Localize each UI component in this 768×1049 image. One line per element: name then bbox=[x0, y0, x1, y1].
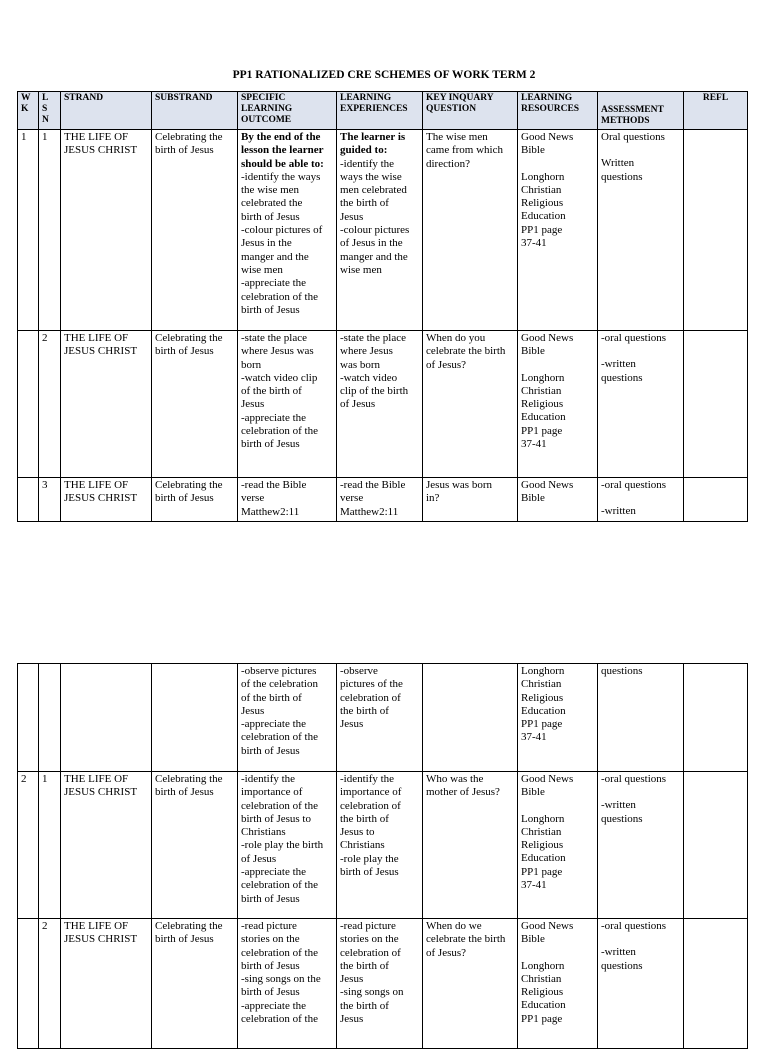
header-row bbox=[18, 92, 748, 130]
strand-cell bbox=[61, 478, 152, 522]
lesson-cell: 2 bbox=[39, 331, 61, 478]
experiences-cell bbox=[337, 772, 423, 919]
cell-line: -oral questions bbox=[601, 773, 667, 785]
cell-line: wise men bbox=[241, 263, 283, 276]
cell-line: Oral questions bbox=[601, 131, 665, 143]
cell-line: celebration of the bbox=[241, 1013, 318, 1026]
cell-line: Education bbox=[521, 999, 566, 1012]
substrand-cell bbox=[152, 331, 238, 478]
cell-line: Bible bbox=[521, 144, 545, 157]
cell-line: of Jesus bbox=[241, 852, 277, 865]
cell-line: the birth of bbox=[340, 704, 389, 717]
cell-line: Bible bbox=[521, 933, 545, 946]
resources-cell bbox=[518, 331, 598, 478]
cell-line: Christian bbox=[521, 825, 562, 838]
lesson-cell: 3 bbox=[39, 478, 61, 522]
cell-line: Celebrating the bbox=[155, 479, 223, 491]
cell-line: Jesus bbox=[340, 718, 364, 731]
cell-line bbox=[521, 359, 594, 372]
experiences-cell bbox=[337, 478, 423, 522]
cell-line: -oral questions bbox=[601, 479, 667, 491]
substrand-cell bbox=[152, 130, 238, 331]
cell-line: importance of bbox=[241, 786, 303, 799]
cell-line: METHODS bbox=[601, 116, 650, 126]
cell-line: celebration of the bbox=[241, 290, 318, 303]
cell-line: Longhorn bbox=[521, 812, 565, 825]
cell-line: JESUS CHRIST bbox=[64, 345, 138, 358]
cell-line: -oral questions bbox=[601, 332, 667, 344]
experiences-cell bbox=[337, 331, 423, 478]
cell-line: Longhorn bbox=[521, 959, 565, 972]
assessment-cell bbox=[598, 772, 684, 919]
cell-line: of Jesus in the bbox=[340, 237, 403, 250]
substrand-cell bbox=[152, 478, 238, 522]
cell-line: Christians bbox=[241, 826, 286, 839]
cell-line: -identify the ways bbox=[241, 170, 321, 183]
cell-line: celebration of the bbox=[241, 879, 318, 892]
cell-line: Education bbox=[521, 411, 566, 424]
cell-line: N bbox=[42, 115, 49, 125]
cell-line: When do we bbox=[426, 920, 482, 932]
cell-line: was born bbox=[340, 358, 381, 371]
strand-cell bbox=[61, 772, 152, 919]
cell-line: guided to: bbox=[340, 144, 388, 157]
cell-line: celebrate the birth bbox=[426, 933, 506, 946]
lesson-cell bbox=[39, 664, 61, 772]
outcome-cell bbox=[238, 919, 337, 1049]
cell-line: the wise men bbox=[241, 184, 300, 197]
header-strand bbox=[61, 92, 152, 130]
cell-line: The wise men bbox=[426, 131, 488, 143]
cell-line: birth of Jesus bbox=[241, 438, 300, 451]
cell-line: -oral questions bbox=[601, 920, 667, 932]
cell-line: JESUS CHRIST bbox=[64, 786, 138, 799]
cell-line: -colour pictures of bbox=[241, 224, 323, 237]
resources-cell bbox=[518, 478, 598, 522]
cell-line: verse bbox=[340, 492, 364, 505]
question-cell bbox=[423, 772, 518, 919]
cell-line: Longhorn bbox=[521, 170, 565, 183]
cell-line: of the celebration bbox=[241, 678, 318, 691]
week-cell bbox=[18, 331, 39, 478]
cell-line bbox=[601, 144, 680, 157]
cell-line: Jesus bbox=[340, 1013, 364, 1026]
cell-line: came from which bbox=[426, 144, 503, 157]
cell-line: born bbox=[241, 358, 262, 371]
cell-line: Good News bbox=[521, 332, 574, 344]
cell-line: -watch video clip bbox=[241, 371, 318, 384]
cell-line: -appreciate the bbox=[241, 866, 307, 879]
cell-line: lesson the learner bbox=[241, 144, 324, 157]
scheme-table-top bbox=[17, 91, 748, 522]
assessment-cell bbox=[598, 478, 684, 522]
cell-line: wise men bbox=[340, 263, 382, 276]
cell-line: -appreciate the bbox=[241, 277, 307, 290]
cell-line: of Jesus? bbox=[426, 946, 467, 959]
cell-line: direction? bbox=[426, 157, 470, 170]
cell-line: birth of Jesus bbox=[241, 210, 300, 223]
cell-line: birth of Jesus bbox=[241, 744, 300, 757]
cell-line: Who was the bbox=[426, 773, 484, 785]
substrand-cell bbox=[152, 772, 238, 919]
cell-line: Christian bbox=[521, 183, 562, 196]
cell-line: Religious bbox=[521, 839, 564, 852]
cell-line: of Jesus bbox=[340, 398, 376, 411]
lesson-cell: 1 bbox=[39, 130, 61, 331]
cell-line: -identify the bbox=[340, 773, 395, 785]
cell-line: OUTCOME bbox=[241, 115, 292, 125]
cell-line: Jesus in the bbox=[241, 237, 292, 250]
cell-line: ways the wise bbox=[340, 170, 402, 183]
cell-line: the birth of bbox=[340, 812, 389, 825]
resources-cell bbox=[518, 919, 598, 1049]
cell-line: Religious bbox=[521, 691, 564, 704]
cell-line: KEY INQUARY bbox=[426, 93, 494, 103]
cell-line: Jesus to bbox=[340, 826, 375, 839]
cell-line: L bbox=[42, 93, 49, 103]
cell-line: clip of the birth bbox=[340, 385, 409, 398]
cell-line: birth of Jesus bbox=[155, 933, 214, 946]
cell-line: Celebrating the bbox=[155, 773, 223, 785]
cell-line: celebration of bbox=[340, 946, 401, 959]
cell-line: the birth of bbox=[340, 999, 389, 1012]
cell-line: EXPERIENCES bbox=[340, 104, 408, 114]
cell-line: of Jesus? bbox=[426, 358, 467, 371]
reflection-cell bbox=[684, 331, 748, 478]
cell-line: manger and the bbox=[340, 250, 408, 263]
strand-cell bbox=[61, 130, 152, 331]
cell-line: celebration of the bbox=[241, 731, 318, 744]
cell-line bbox=[601, 345, 680, 358]
cell-line: where Jesus was bbox=[241, 345, 314, 358]
header-key-inquiry-question bbox=[423, 92, 518, 130]
cell-line: where Jesus bbox=[340, 345, 393, 358]
outcome-cell bbox=[238, 478, 337, 522]
cell-line: Jesus was born bbox=[426, 479, 492, 491]
question-cell bbox=[423, 919, 518, 1049]
cell-line: the birth of bbox=[340, 197, 389, 210]
cell-line bbox=[521, 947, 594, 960]
cell-line: Jesus bbox=[241, 704, 265, 717]
cell-line bbox=[601, 933, 680, 946]
cell-line: 37-41 bbox=[521, 879, 547, 892]
cell-line: The learner is bbox=[340, 131, 406, 143]
cell-line: Religious bbox=[521, 197, 564, 210]
cell-line: SPECIFIC bbox=[241, 93, 286, 103]
cell-line bbox=[601, 786, 680, 799]
cell-line: celebration of the bbox=[241, 425, 318, 438]
cell-line: -written bbox=[601, 505, 636, 518]
header-assessment-methods bbox=[598, 92, 684, 130]
cell-line: THE LIFE OF bbox=[64, 479, 129, 491]
cell-line: Education bbox=[521, 704, 566, 717]
reflection-cell bbox=[684, 919, 748, 1049]
cell-line: birth of Jesus bbox=[155, 492, 214, 505]
cell-line: Good News bbox=[521, 773, 574, 785]
cell-line: questions bbox=[601, 371, 643, 384]
cell-line: Christian bbox=[521, 972, 562, 985]
cell-line: Celebrating the bbox=[155, 920, 223, 932]
cell-line: -role play the birth bbox=[241, 839, 324, 852]
cell-line: ASSESSMENT bbox=[601, 105, 664, 115]
cell-line: Good News bbox=[521, 131, 574, 143]
cell-line: Religious bbox=[521, 986, 564, 999]
table-row bbox=[18, 772, 748, 919]
cell-line: LEARNING bbox=[340, 93, 392, 103]
cell-line: PP1 page bbox=[521, 1012, 563, 1025]
page-title: PP1 RATIONALIZED CRE SCHEMES OF WORK TERM 2 bbox=[232, 69, 536, 81]
experiences-cell bbox=[337, 919, 423, 1049]
cell-line: THE LIFE OF bbox=[64, 920, 129, 932]
cell-line: Education bbox=[521, 210, 566, 223]
strand-cell bbox=[61, 919, 152, 1049]
cell-line: 37-41 bbox=[521, 731, 547, 744]
question-cell bbox=[423, 331, 518, 478]
scheme-table-bottom bbox=[17, 663, 748, 1049]
cell-line: -identify the bbox=[340, 157, 395, 170]
header-learning-resources bbox=[518, 92, 598, 130]
cell-line: -read picture bbox=[241, 920, 297, 932]
assessment-cell bbox=[598, 331, 684, 478]
cell-line: -state the place bbox=[340, 332, 406, 344]
outcome-cell bbox=[238, 664, 337, 772]
assessment-cell bbox=[598, 664, 684, 772]
cell-line bbox=[521, 800, 594, 813]
cell-line: birth of Jesus bbox=[241, 303, 300, 316]
cell-line: -read the Bible bbox=[340, 479, 406, 491]
cell-line: -watch video bbox=[340, 371, 398, 384]
cell-line: S bbox=[42, 104, 48, 114]
question-cell bbox=[423, 478, 518, 522]
table-row bbox=[18, 919, 748, 1049]
cell-line: birth of Jesus bbox=[155, 786, 214, 799]
cell-line: should be able to: bbox=[241, 157, 324, 170]
cell-line: Religious bbox=[521, 398, 564, 411]
cell-line: birth of Jesus bbox=[241, 986, 300, 999]
reflection-cell bbox=[684, 130, 748, 331]
cell-line: LEARNING bbox=[241, 104, 293, 114]
cell-line: of the birth of bbox=[241, 385, 302, 398]
assessment-cell bbox=[598, 130, 684, 331]
cell-line: questions bbox=[601, 812, 643, 825]
cell-line: THE LIFE OF bbox=[64, 773, 129, 785]
question-cell bbox=[423, 130, 518, 331]
week-cell: 2 bbox=[18, 772, 39, 919]
header-lesson bbox=[39, 92, 61, 130]
resources-cell bbox=[518, 664, 598, 772]
cell-line: 37-41 bbox=[521, 237, 547, 250]
cell-line: questions bbox=[601, 959, 643, 972]
week-cell bbox=[18, 478, 39, 522]
header-learning-experiences bbox=[337, 92, 423, 130]
cell-line: Bible bbox=[521, 492, 545, 505]
cell-line: -written bbox=[601, 358, 636, 371]
cell-line: -read picture bbox=[340, 920, 396, 932]
cell-line: Education bbox=[521, 852, 566, 865]
cell-line: Celebrating the bbox=[155, 332, 223, 344]
resources-cell bbox=[518, 772, 598, 919]
cell-line: -appreciate the bbox=[241, 718, 307, 731]
cell-line: K bbox=[21, 104, 29, 114]
cell-line: By the end of the bbox=[241, 131, 321, 143]
substrand-cell bbox=[152, 664, 238, 772]
cell-line: JESUS CHRIST bbox=[64, 144, 138, 157]
cell-line: PP1 page bbox=[521, 223, 563, 236]
cell-line: celebrated the bbox=[241, 197, 303, 210]
cell-line: of the birth of bbox=[241, 691, 302, 704]
cell-line: birth of Jesus bbox=[241, 959, 300, 972]
cell-line: men celebrated bbox=[340, 184, 407, 197]
cell-line: questions bbox=[601, 665, 643, 677]
cell-line: questions bbox=[601, 170, 643, 183]
cell-line: JESUS CHRIST bbox=[64, 492, 138, 505]
outcome-cell bbox=[238, 331, 337, 478]
cell-line: 37-41 bbox=[521, 438, 547, 451]
cell-line: Jesus bbox=[241, 398, 265, 411]
cell-line: Good News bbox=[521, 479, 574, 491]
reflection-cell bbox=[684, 478, 748, 522]
cell-line: Christian bbox=[521, 678, 562, 691]
cell-line: -read the Bible bbox=[241, 479, 307, 491]
week-cell: 1 bbox=[18, 130, 39, 331]
cell-line: the birth of bbox=[340, 959, 389, 972]
cell-line: celebration of the bbox=[241, 799, 318, 812]
header-specific-learning-outcome bbox=[238, 92, 337, 130]
header-reflection bbox=[684, 92, 748, 130]
cell-line: celebration of bbox=[340, 691, 401, 704]
cell-line: QUESTION bbox=[426, 104, 477, 114]
substrand-cell bbox=[152, 919, 238, 1049]
cell-line: birth of Jesus bbox=[155, 345, 214, 358]
outcome-cell bbox=[238, 130, 337, 331]
cell-line: -sing songs on the bbox=[241, 973, 321, 986]
reflection-cell bbox=[684, 664, 748, 772]
cell-line: manger and the bbox=[241, 250, 309, 263]
cell-line: verse bbox=[241, 492, 265, 505]
cell-line: PP1 page bbox=[521, 865, 563, 878]
question-cell bbox=[423, 664, 518, 772]
strand-cell bbox=[61, 331, 152, 478]
table-row bbox=[18, 664, 748, 772]
cell-line: celebrate the birth bbox=[426, 345, 506, 358]
cell-line: Bible bbox=[521, 786, 545, 799]
cell-line bbox=[601, 492, 680, 505]
cell-line: Written bbox=[601, 157, 635, 170]
cell-line: RESOURCES bbox=[521, 104, 580, 114]
cell-line: importance of bbox=[340, 786, 402, 799]
cell-line: Jesus bbox=[340, 973, 364, 986]
experiences-cell bbox=[337, 130, 423, 331]
cell-line: REFL bbox=[702, 93, 729, 103]
cell-line: Christians bbox=[340, 839, 385, 852]
strand-cell bbox=[61, 664, 152, 772]
cell-line: -appreciate the bbox=[241, 999, 307, 1012]
cell-line: Longhorn bbox=[521, 371, 565, 384]
cell-line: -identify the bbox=[241, 773, 296, 785]
cell-line: -observe pictures bbox=[241, 665, 317, 677]
header-substrand bbox=[152, 92, 238, 130]
cell-line: celebration of bbox=[340, 799, 401, 812]
cell-line: pictures of the bbox=[340, 678, 403, 691]
cell-line: Celebrating the bbox=[155, 131, 223, 143]
cell-line: birth of Jesus bbox=[340, 866, 399, 879]
cell-line: THE LIFE OF bbox=[64, 332, 129, 344]
cell-line: Bible bbox=[521, 345, 545, 358]
header-week bbox=[18, 92, 39, 130]
cell-line: STRAND bbox=[64, 93, 104, 103]
cell-line: -appreciate the bbox=[241, 411, 307, 424]
cell-line: Matthew2:11 bbox=[340, 505, 399, 518]
reflection-cell bbox=[684, 772, 748, 919]
table-row bbox=[18, 331, 748, 478]
cell-line: Matthew2:11 bbox=[241, 505, 300, 518]
cell-line: celebration of the bbox=[241, 946, 318, 959]
cell-line: birth of Jesus to bbox=[241, 812, 311, 825]
cell-line: -observe bbox=[340, 665, 378, 677]
cell-line: -colour pictures bbox=[340, 224, 410, 237]
cell-line: -sing songs on bbox=[340, 986, 404, 999]
cell-line: Jesus bbox=[340, 210, 364, 223]
cell-line: birth of Jesus bbox=[155, 144, 214, 157]
cell-line: JESUS CHRIST bbox=[64, 933, 138, 946]
cell-line: stories on the bbox=[241, 933, 300, 946]
cell-line: -written bbox=[601, 946, 636, 959]
cell-line: mother of Jesus? bbox=[426, 786, 500, 799]
cell-line bbox=[521, 158, 594, 171]
cell-line: THE LIFE OF bbox=[64, 131, 129, 143]
week-cell bbox=[18, 664, 39, 772]
cell-line: SUBSTRAND bbox=[155, 93, 213, 103]
week-cell bbox=[18, 919, 39, 1049]
lesson-cell: 1 bbox=[39, 772, 61, 919]
cell-line: in? bbox=[426, 492, 440, 505]
experiences-cell bbox=[337, 664, 423, 772]
assessment-cell bbox=[598, 919, 684, 1049]
outcome-cell bbox=[238, 772, 337, 919]
resources-cell bbox=[518, 130, 598, 331]
cell-line: Christian bbox=[521, 384, 562, 397]
cell-line: PP1 page bbox=[521, 424, 563, 437]
cell-line: -written bbox=[601, 799, 636, 812]
cell-line: PP1 page bbox=[521, 718, 563, 731]
cell-line: stories on the bbox=[340, 933, 399, 946]
table-row bbox=[18, 130, 748, 331]
cell-line: -role play the bbox=[340, 852, 399, 865]
cell-line: birth of Jesus bbox=[241, 892, 300, 905]
cell-line: LEARNING bbox=[521, 93, 573, 103]
table-row bbox=[18, 478, 748, 522]
cell-line: Good News bbox=[521, 920, 574, 932]
cell-line: -state the place bbox=[241, 332, 307, 344]
cell-line: W bbox=[21, 93, 31, 103]
cell-line: When do you bbox=[426, 332, 486, 344]
lesson-cell: 2 bbox=[39, 919, 61, 1049]
cell-line: Longhorn bbox=[521, 665, 565, 677]
